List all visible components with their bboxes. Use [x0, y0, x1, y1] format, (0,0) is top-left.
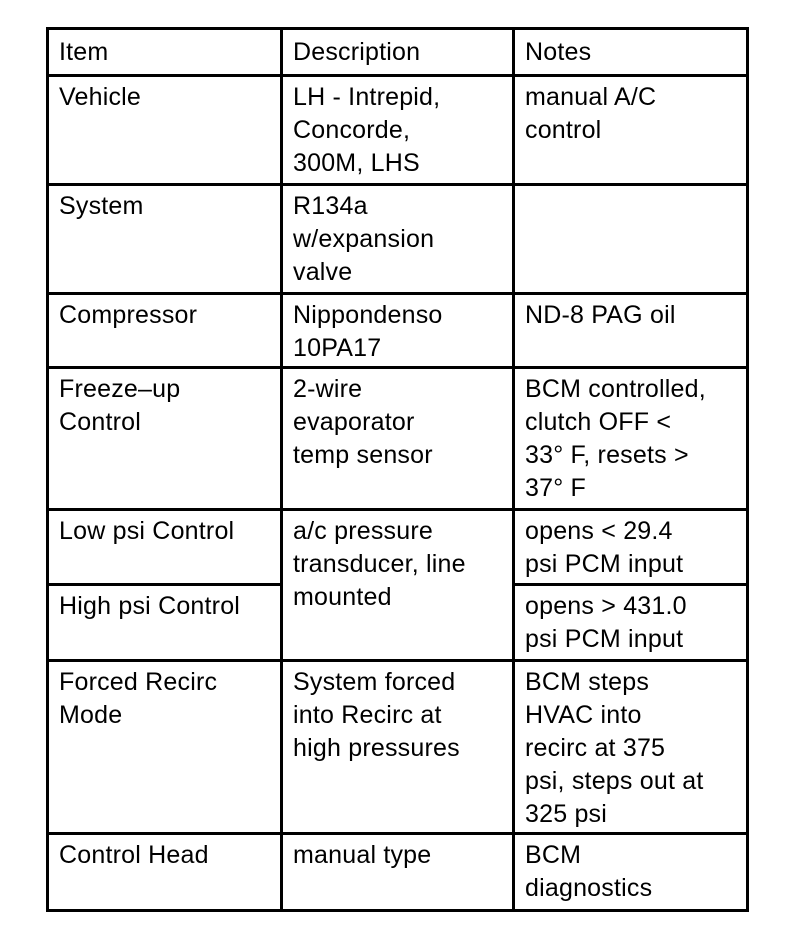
header-row: [48, 29, 748, 76]
description-cell: manual type: [282, 834, 514, 911]
notes-cell: opens > 431.0 psi PCM input: [514, 585, 748, 661]
ac-spec-table: [46, 27, 749, 912]
notes-cell: opens < 29.4 psi PCM input: [514, 510, 748, 585]
description-cell: R134a w/expansion valve: [282, 185, 514, 294]
table-row: [48, 185, 748, 294]
notes-cell: BCM controlled, clutch OFF < 33° F, resets > 37° F: [514, 368, 748, 510]
item-cell: Control Head: [48, 834, 282, 911]
item-cell: Forced Recirc Mode: [48, 661, 282, 834]
header-notes: Notes: [514, 29, 748, 76]
item-cell: Vehicle: [48, 76, 282, 185]
item-cell: Low psi Control: [48, 510, 282, 585]
table-row: [48, 294, 748, 368]
table-row: [48, 834, 748, 911]
description-cell: System forced into Recirc at high pressures: [282, 661, 514, 834]
table-row: [48, 510, 748, 585]
table-row: [48, 368, 748, 510]
description-cell: 2-wire evaporator temp sensor: [282, 368, 514, 510]
table-row: [48, 661, 748, 834]
table-row: [48, 76, 748, 185]
header-item: Item: [48, 29, 282, 76]
description-cell: a/c pressure transducer, line mounted: [282, 510, 514, 661]
item-cell: System: [48, 185, 282, 294]
notes-cell: BCM diagnostics: [514, 834, 748, 911]
item-cell: Compressor: [48, 294, 282, 368]
notes-cell: BCM steps HVAC into recirc at 375 psi, steps out at 325 psi: [514, 661, 748, 834]
item-cell: High psi Control: [48, 585, 282, 661]
description-cell: LH - Intrepid, Concorde, 300M, LHS: [282, 76, 514, 185]
notes-cell: [514, 185, 748, 294]
description-cell: Nippondenso 10PA17: [282, 294, 514, 368]
notes-cell: manual A/C control: [514, 76, 748, 185]
notes-cell: ND-8 PAG oil: [514, 294, 748, 368]
item-cell: Freeze–up Control: [48, 368, 282, 510]
header-description: Description: [282, 29, 514, 76]
